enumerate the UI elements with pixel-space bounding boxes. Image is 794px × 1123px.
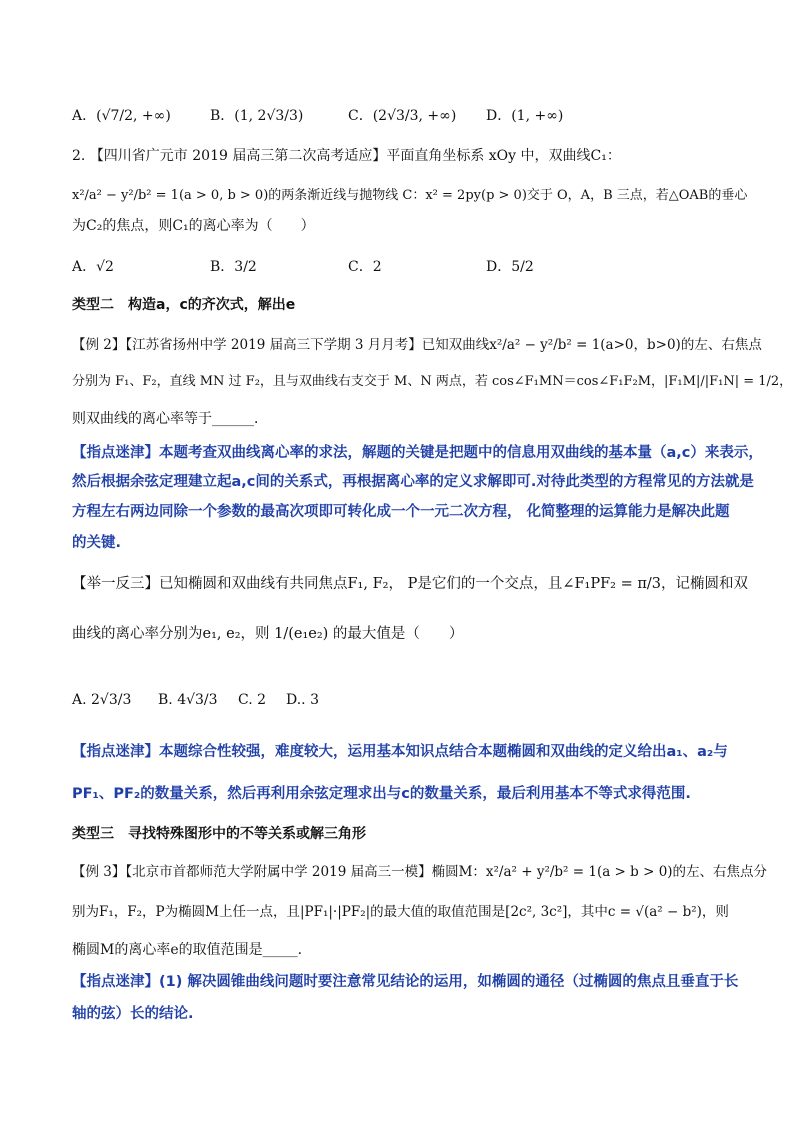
option-c-q2: C．2 xyxy=(348,259,382,275)
option-a-ju3: A. 2√3/3 xyxy=(72,692,132,708)
type3-heading: 类型三 寻找特殊图形中的不等关系或解三角形 xyxy=(72,826,366,842)
ex2-line2: 分别为 F₁、F₂，直线 MN 过 F₂，且与双曲线右支交于 M、N 两点，若 cos∠F₁MN＝cos∠F₁F₂M，|F₁M|/|F₁N| = 1/2， xyxy=(72,374,793,389)
ju3-line1: 【举一反三】已知椭圆和双曲线有共同焦点F₁, F₂， P是它们的一个交点，且∠F₁PF₂ = π/3，记椭圆和双 xyxy=(72,576,748,592)
option-b-q1: B．(1, 2√3/3) xyxy=(210,108,304,124)
option-d-ju3: D.. 3 xyxy=(286,692,319,708)
tip2-line2: PF₁、PF₂的数量关系，然后再利用余弦定理求出与c的数量关系，最后利用基本不等式求得范围. xyxy=(72,786,691,802)
ex3-line2: 别为F₁，F₂，P为椭圆M上任一点，且|PF₁|·|PF₂|的最大值的取值范围是[2c², 3c²]，其中c = √(a² − b²)，则 xyxy=(72,904,729,920)
tip1-line2: 然后根据余弦定理建立起a,c间的关系式，再根据离心率的定义求解即可.对待此类型的方程常见的方法就是 xyxy=(72,474,754,490)
q2-line1: 2. 【四川省广元市 2019 届高三第二次高考适应】平面直角坐标系 xOy 中，双曲线C₁： xyxy=(72,148,621,164)
option-c-ju3: C. 2 xyxy=(238,692,267,708)
option-d-q1: D．(1, +∞) xyxy=(486,108,564,124)
tip1-line4: 的关键. xyxy=(72,535,122,551)
tip3-line2: 轴的弦）长的结论. xyxy=(72,1006,194,1022)
ex2-line1: 【例 2】【江苏省扬州中学 2019 届高三下学期 3 月月考】已知双曲线x²/a² − y²/b² = 1(a>0，b>0)的左、右焦点 xyxy=(72,337,762,353)
ex2-line3: 则双曲线的离心率等于______． xyxy=(72,411,268,427)
option-b-ju3: B. 4√3/3 xyxy=(158,692,218,708)
ju3-line2: 曲线的离心率分别为e₁, e₂，则 1/(e₁e₂) 的最大值是（ ） xyxy=(72,626,464,642)
tip2-line1: 【指点迷津】本题综合性较强，难度较大，运用基本知识点结合本题椭圆和双曲线的定义给出a₁、a₂与 xyxy=(72,744,728,760)
q2-line2: x²/a² − y²/b² = 1(a > 0, b > 0)的两条渐近线与抛物线 C：x² = 2py(p > 0)交于 O，A，B 三点，若△OAB的垂心 xyxy=(72,188,748,203)
tip1-line1: 【指点迷津】本题考查双曲线离心率的求法，解题的关键是把题中的信息用双曲线的基本量（a,c）来表示， xyxy=(72,445,763,461)
option-d-q2: D．5/2 xyxy=(486,259,534,275)
option-b-q2: B．3/2 xyxy=(210,259,257,275)
ex3-line3: 椭圆M的离心率e的取值范围是_____. xyxy=(72,942,303,958)
q2-line3: 为C₂的焦点，则C₁的离心率为（ ） xyxy=(72,218,315,234)
tip1-line3: 方程左右两边同除一个参数的最高次项即可转化成一个一元二次方程， 化简整理的运算能力是解决此题 xyxy=(72,504,730,520)
type2-heading: 类型二 构造a，c的齐次式，解出e xyxy=(72,297,296,313)
option-c-q1: C．(2√3/3, +∞) xyxy=(348,108,457,124)
option-a-q2: A．√2 xyxy=(72,259,114,275)
tip3-line1: 【指点迷津】(1) 解决圆锥曲线问题时要注意常见结论的运用，如椭圆的通径（过椭圆的焦点且垂直于长 xyxy=(72,974,739,990)
ex3-line1: 【例 3】【北京市首都师范大学附属中学 2019 届高三一模】椭圆M：x²/a² + y²/b² = 1(a > b > 0)的左、右焦点分 xyxy=(72,864,768,880)
option-a-q1: A．(√7/2, +∞) xyxy=(72,108,171,124)
